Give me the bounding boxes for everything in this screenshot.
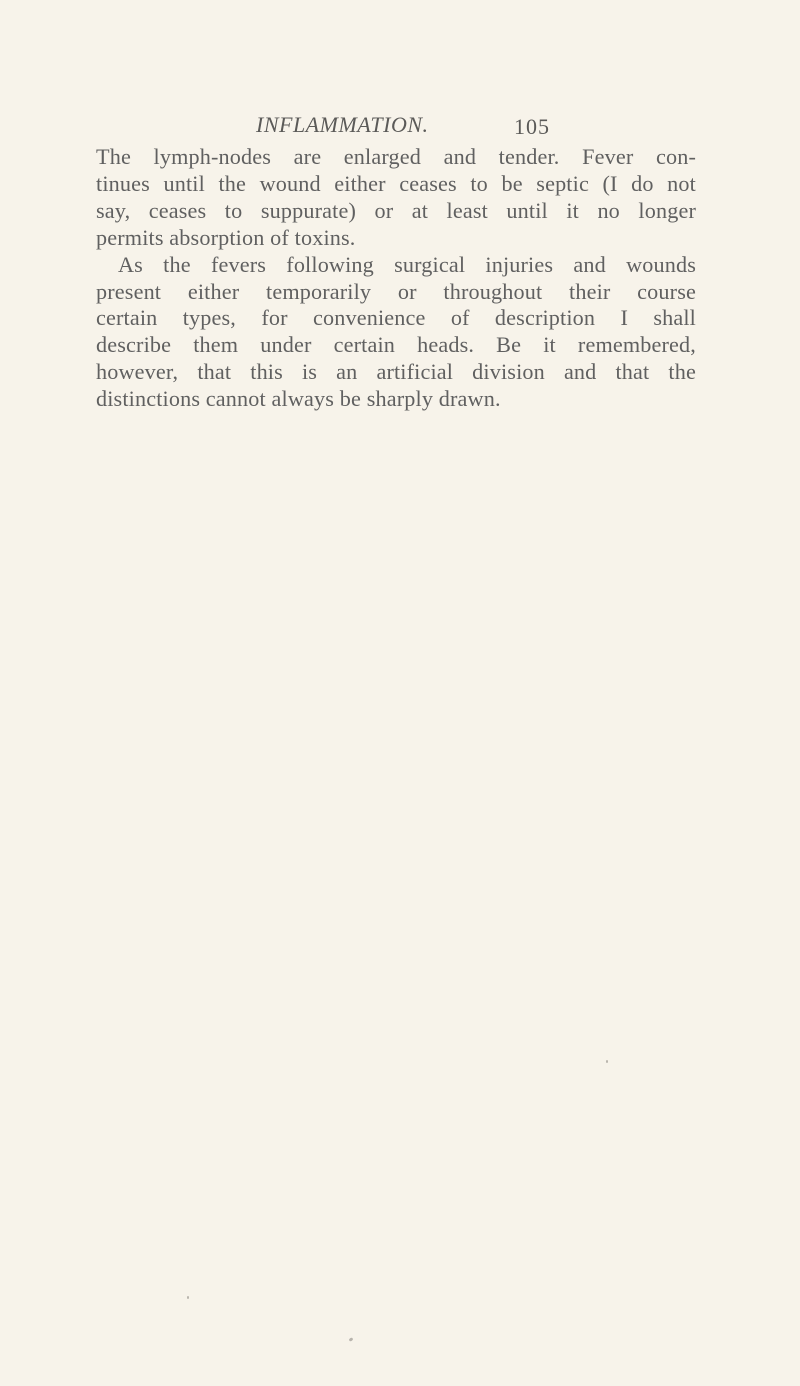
paper-speck xyxy=(606,1060,608,1063)
text-line: say, ceases to suppurate) or at least until it no longer xyxy=(96,197,696,223)
text-line: present either temporarily or throughout their course xyxy=(96,278,696,304)
paragraph-1 xyxy=(96,144,696,252)
paper-speck xyxy=(187,1296,189,1299)
text-line: describe them under certain heads. Be it remembered, xyxy=(96,332,696,358)
text-line: however, that this is an artificial division and that the xyxy=(96,359,696,385)
running-title: INFLAMMATION. xyxy=(256,112,429,137)
text-line: permits absorption of toxins. xyxy=(96,224,356,250)
text-line: distinctions cannot always be sharply drawn. xyxy=(96,386,501,412)
text-line: certain types, for convenience of description I shall xyxy=(96,305,696,331)
text-line: tinues until the wound either ceases to be septic (I do not xyxy=(96,170,696,196)
body-text xyxy=(96,144,696,413)
page-number: 105 xyxy=(514,114,550,139)
text-line: As the fevers following surgical injuries and wounds xyxy=(118,251,696,277)
running-head xyxy=(0,112,800,142)
paper-speck xyxy=(349,1337,354,1342)
text-line: The lymph-nodes are enlarged and tender. Fever con- xyxy=(96,144,696,169)
paragraph-2 xyxy=(96,252,696,413)
